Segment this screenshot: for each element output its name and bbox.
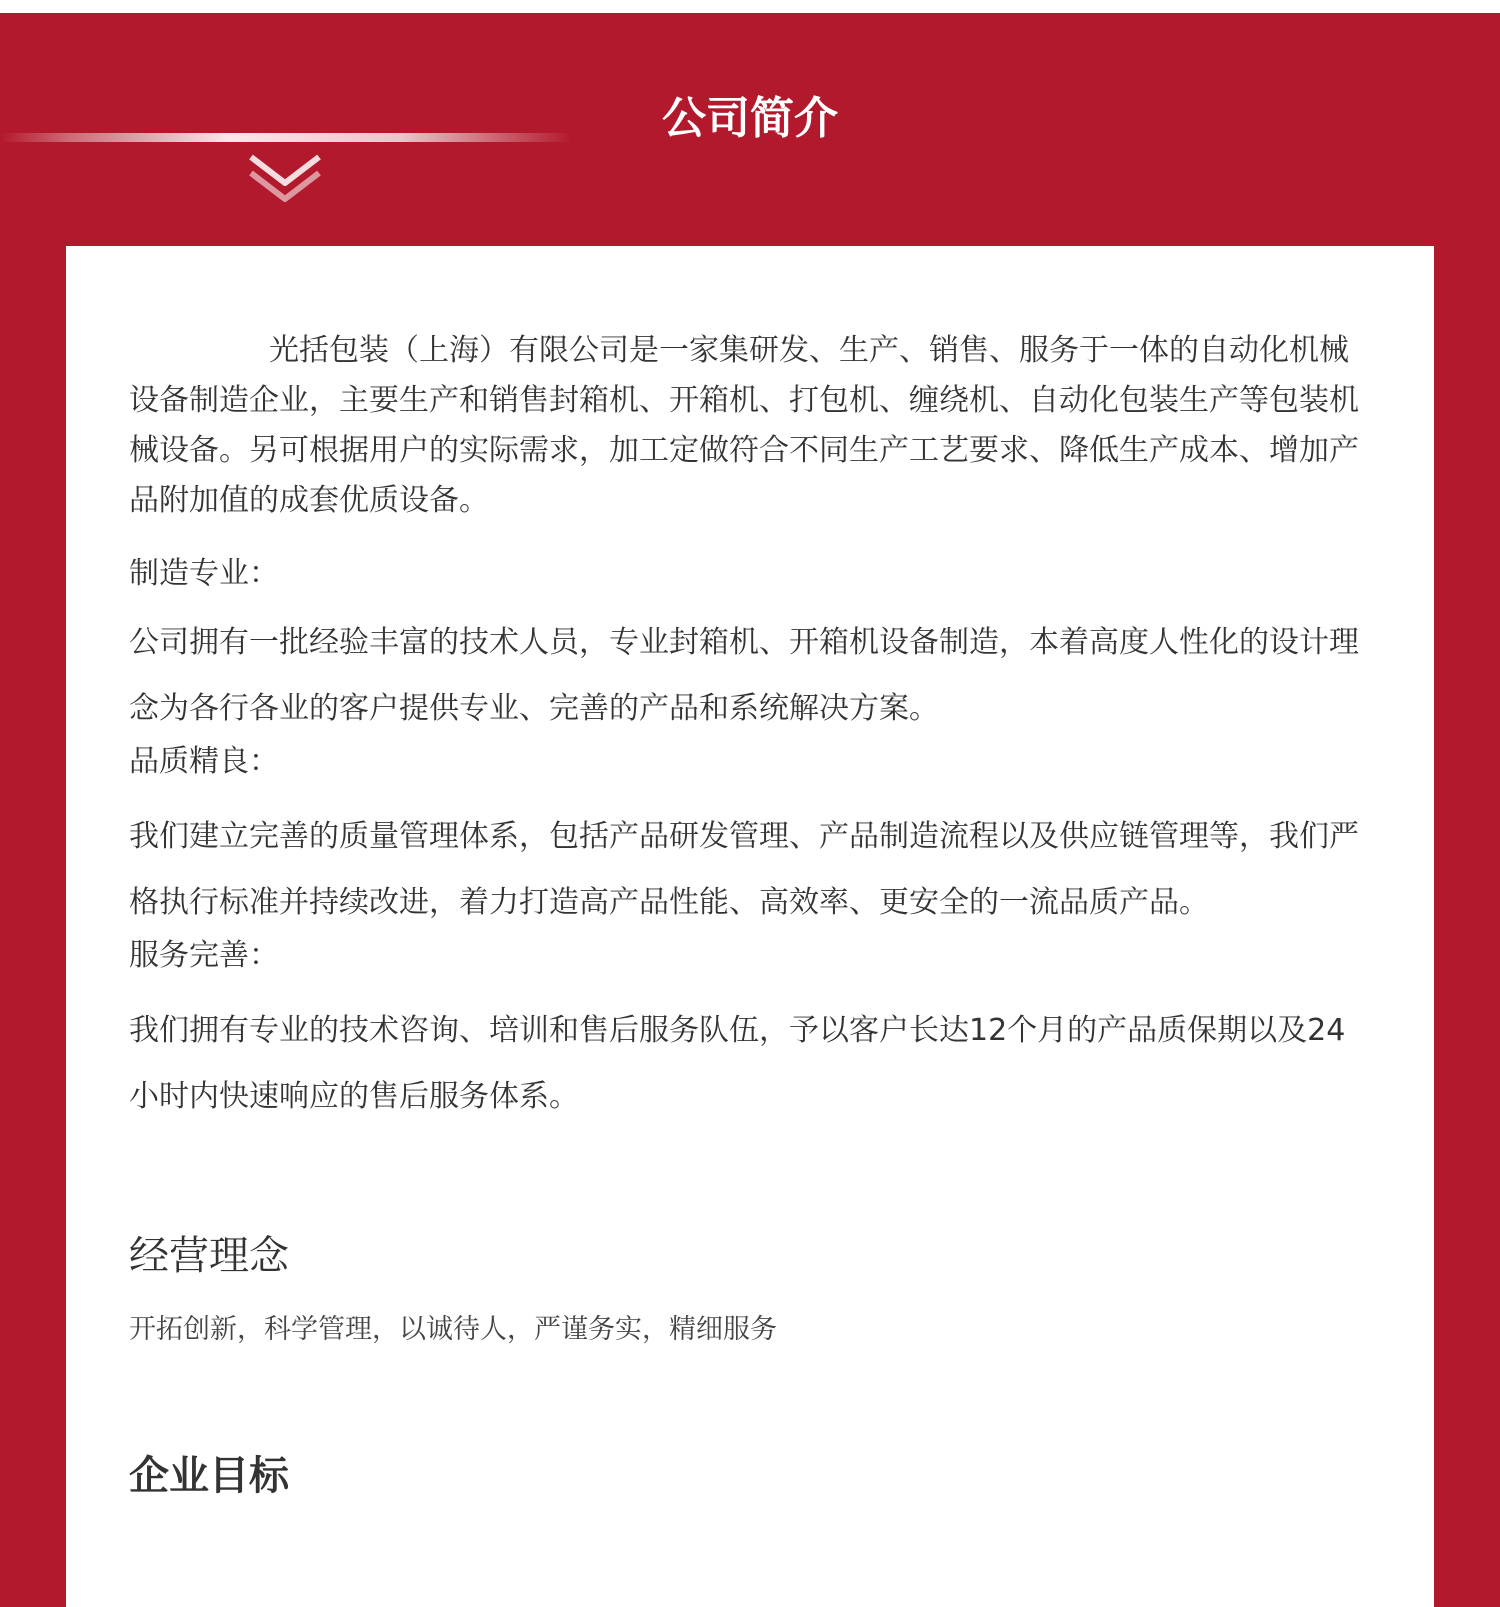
feature-text-manufacturing: 公司拥有一批经验丰富的技术人员，专业封箱机、开箱机设备制造，本着高度人性化的设计理念为各行各业的客户提供专业、完善的产品和系统解决方案。 [129,625,1359,726]
philosophy-heading: 经营理念 [129,1233,289,1279]
feature-label-quality: 品质精良： [129,744,279,779]
header-decorative-line [0,133,572,142]
goal-heading: 企业目标 [129,1453,289,1499]
feature-text-service: 我们拥有专业的技术咨询、培训和售后服务队伍，予以客户长达12个月的产品质保期以及24小时内快速响应的售后服务体系。 [129,1013,1346,1114]
content-card [66,246,1434,1607]
feature-label-service: 服务完善： [129,938,279,973]
content-body [129,326,1359,1502]
philosophy-text: 开拓创新，科学管理，以诚待人，严谨务实，精细服务 [129,1314,777,1345]
feature-label-manufacturing: 制造专业： [129,556,279,591]
intro-paragraph: 光括包装（上海）有限公司是一家集研发、生产、销售、服务于一体的自动化机械设备制造企业，主要生产和销售封箱机、开箱机、打包机、缠绕机、自动化包装生产等包装机械设备。另可根据用户的实际需求，加工定做符合不同生产工艺要求、降低生产成本、增加产品附加值的成套优质设备。 [129,333,1359,518]
double-chevron-down-icon [245,151,325,211]
page-title: 公司简介 [662,93,838,144]
feature-text-quality: 我们建立完善的质量管理体系，包括产品研发管理、产品制造流程以及供应链管理等，我们严格执行标准并持续改进，着力打造高产品性能、高效率、更安全的一流品质产品。 [129,819,1359,920]
header-background [0,13,1500,1607]
